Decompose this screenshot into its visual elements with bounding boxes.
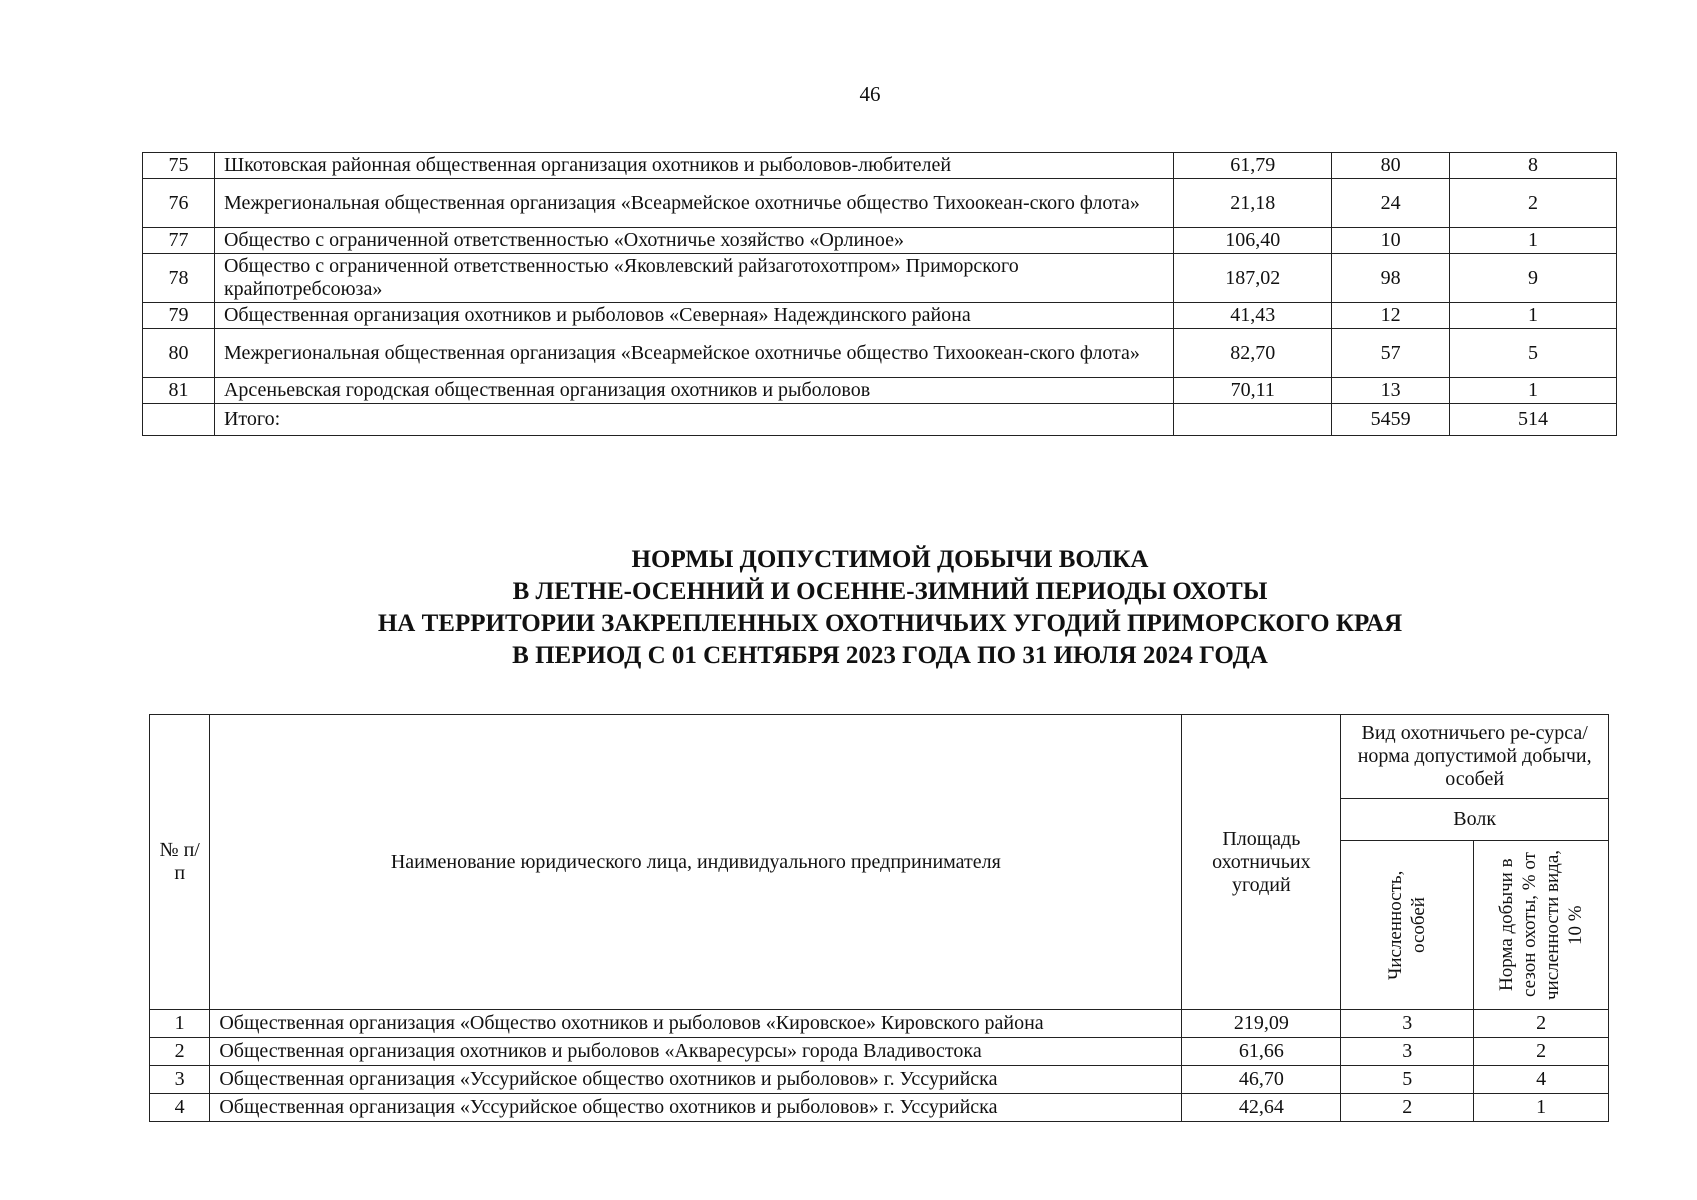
table-row [150, 1010, 1609, 1038]
total-row [143, 404, 1617, 436]
total-label: Итого: [214, 404, 1173, 436]
row-number: 80 [143, 329, 215, 378]
area-value: 106,40 [1174, 228, 1332, 254]
norm-value: 1 [1450, 303, 1617, 329]
table-row [143, 179, 1617, 228]
header-resource: Вид охотничьего ре-сурса/норма допустимой добычи, особей [1341, 715, 1609, 799]
header-organization: Наименование юридического лица, индивидуального предпринимателя [210, 715, 1182, 1010]
norm-value: 4 [1474, 1066, 1609, 1094]
norm-value: 2 [1450, 179, 1617, 228]
header-number: № п/п [150, 715, 210, 1010]
title-line: НОРМЫ ДОПУСТИМОЙ ДОБЫЧИ ВОЛКА [631, 546, 1149, 573]
area-value: 42,64 [1182, 1094, 1341, 1122]
organization-name: Межрегиональная общественная организация «Всеармейское охотничье общество Тихоокеан-ского флота» [214, 179, 1173, 228]
organization-name: Общественная организация «Общество охотников и рыболовов «Кировское» Кировского района [210, 1010, 1182, 1038]
table-row [143, 378, 1617, 404]
norm-value: 9 [1450, 254, 1617, 303]
area-value: 82,70 [1174, 329, 1332, 378]
empty-cell [143, 404, 215, 436]
area-value: 187,02 [1174, 254, 1332, 303]
organization-name: Общество с ограниченной ответственностью «Охотничье хозяйство «Орлиное» [214, 228, 1173, 254]
header-area: Площадь охотничьих угодий [1182, 715, 1341, 1010]
page-number: 46 [859, 82, 881, 106]
count-value: 57 [1332, 329, 1450, 378]
organization-name: Арсеньевская городская общественная организация охотников и рыболовов [214, 378, 1173, 404]
count-value: 80 [1332, 153, 1450, 179]
area-value: 61,66 [1182, 1038, 1341, 1066]
area-value: 70,11 [1174, 378, 1332, 404]
organization-name: Общественная организация «Уссурийское общество охотников и рыболовов» г. Уссурийска [210, 1094, 1182, 1122]
title-line: В ПЕРИОД С 01 СЕНТЯБРЯ 2023 ГОДА ПО 31 ИЮЛЯ 2024 ГОДА [512, 642, 1268, 669]
wolf-quota-table-continued [142, 152, 1617, 436]
count-value: 3 [1341, 1010, 1474, 1038]
area-value: 46,70 [1182, 1066, 1341, 1094]
empty-cell [1174, 404, 1332, 436]
area-value: 219,09 [1182, 1010, 1341, 1038]
title-line: В ЛЕТНЕ-ОСЕННИЙ И ОСЕННЕ-ЗИМНИЙ ПЕРИОДЫ ОХОТЫ [512, 578, 1268, 605]
area-value: 21,18 [1174, 179, 1332, 228]
row-number: 81 [143, 378, 215, 404]
document-title [0, 544, 1697, 672]
organization-name: Межрегиональная общественная организация «Всеармейское охотничье общество Тихоокеан-ского флота» [214, 329, 1173, 378]
area-value: 61,79 [1174, 153, 1332, 179]
norm-value: 8 [1450, 153, 1617, 179]
header-row [150, 715, 1609, 799]
total-norm: 514 [1450, 404, 1617, 436]
total-count: 5459 [1332, 404, 1450, 436]
norm-value: 1 [1474, 1094, 1609, 1122]
norm-value: 2 [1474, 1010, 1609, 1038]
count-value: 10 [1332, 228, 1450, 254]
row-number: 75 [143, 153, 215, 179]
norm-value: 5 [1450, 329, 1617, 378]
norm-value: 2 [1474, 1038, 1609, 1066]
norm-value: 1 [1450, 378, 1617, 404]
row-number: 76 [143, 179, 215, 228]
count-value: 98 [1332, 254, 1450, 303]
header-species: Волк [1341, 799, 1609, 841]
count-value: 12 [1332, 303, 1450, 329]
wolf-quota-table [149, 714, 1609, 1122]
table-row [150, 1038, 1609, 1066]
table-row [143, 153, 1617, 179]
count-value: 2 [1341, 1094, 1474, 1122]
organization-name: Общественная организация охотников и рыболовов «Акваресурсы» города Владивостока [210, 1038, 1182, 1066]
row-number: 79 [143, 303, 215, 329]
header-norm-cell [1474, 841, 1609, 1010]
row-number: 77 [143, 228, 215, 254]
header-count: Численность, особей [1385, 870, 1430, 980]
row-number: 2 [150, 1038, 210, 1066]
row-number: 3 [150, 1066, 210, 1094]
title-line: НА ТЕРРИТОРИИ ЗАКРЕПЛЕННЫХ ОХОТНИЧЬИХ УГОДИЙ ПРИМОРСКОГО КРАЯ [377, 610, 1403, 637]
row-number: 4 [150, 1094, 210, 1122]
table-row [143, 303, 1617, 329]
table-row [143, 254, 1617, 303]
table-row [143, 228, 1617, 254]
row-number: 1 [150, 1010, 210, 1038]
count-value: 5 [1341, 1066, 1474, 1094]
table-row [143, 329, 1617, 378]
count-value: 3 [1341, 1038, 1474, 1066]
header-norm: Норма добычи в сезон охоты, % от численности вида, 10 % [1496, 849, 1587, 1001]
table-row [150, 1066, 1609, 1094]
norm-value: 1 [1450, 228, 1617, 254]
organization-name: Шкотовская районная общественная организация охотников и рыболовов-любителей [214, 153, 1173, 179]
organization-name: Общественная организация «Уссурийское общество охотников и рыболовов» г. Уссурийска [210, 1066, 1182, 1094]
organization-name: Общественная организация охотников и рыболовов «Северная» Надеждинского района [214, 303, 1173, 329]
organization-name: Общество с ограниченной ответственностью «Яковлевский райзаготохотпром» Приморского крайпотребсоюза» [214, 254, 1173, 303]
row-number: 78 [143, 254, 215, 303]
area-value: 41,43 [1174, 303, 1332, 329]
table-row [150, 1094, 1609, 1122]
count-value: 24 [1332, 179, 1450, 228]
count-value: 13 [1332, 378, 1450, 404]
header-count-cell [1341, 841, 1474, 1010]
